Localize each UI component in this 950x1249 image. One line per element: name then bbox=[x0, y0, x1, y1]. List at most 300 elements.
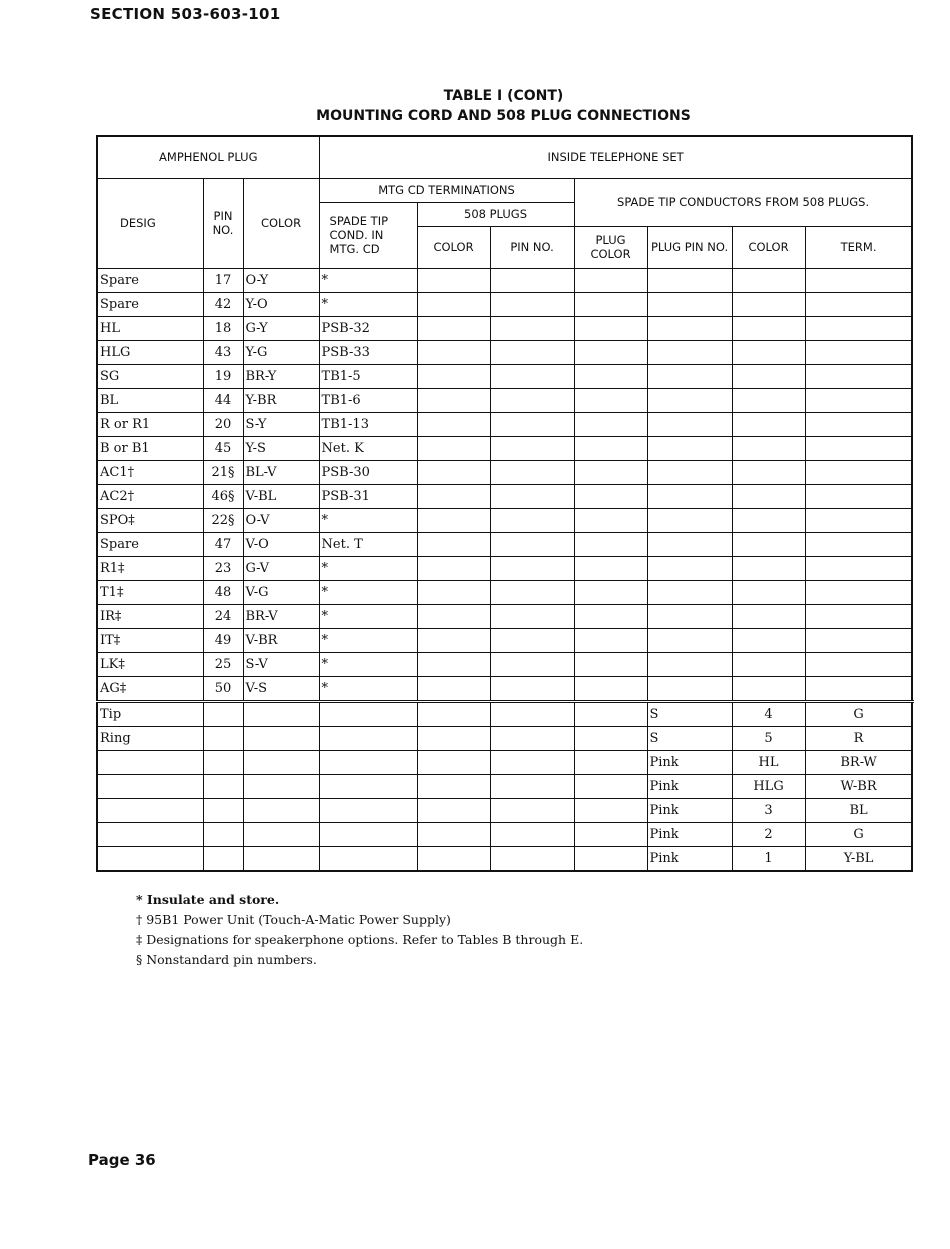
empty-cell bbox=[647, 460, 732, 484]
empty-cell bbox=[243, 822, 319, 846]
desig-cell bbox=[97, 798, 203, 822]
desig-cell: AC2† bbox=[97, 484, 203, 508]
empty-cell bbox=[805, 628, 912, 652]
table-title: TABLE I (CONT) bbox=[443, 88, 564, 104]
pin-cell: 46§ bbox=[203, 484, 243, 508]
empty-cell bbox=[490, 726, 574, 750]
empty-cell bbox=[647, 436, 732, 460]
empty-cell bbox=[574, 412, 647, 436]
empty-cell bbox=[417, 436, 490, 460]
empty-cell bbox=[732, 388, 805, 412]
empty-cell bbox=[490, 822, 574, 846]
empty-cell bbox=[732, 484, 805, 508]
empty-cell bbox=[417, 340, 490, 364]
color-cell: Y-O bbox=[243, 292, 319, 316]
empty-cell bbox=[647, 508, 732, 532]
desig-cell: Spare bbox=[97, 268, 203, 292]
plug-pin-cell: HL bbox=[732, 750, 805, 774]
table-row bbox=[97, 846, 912, 871]
empty-cell bbox=[805, 316, 912, 340]
empty-cell bbox=[805, 484, 912, 508]
empty-cell bbox=[574, 676, 647, 701]
footnote-nonstandard-pin: § Nonstandard pin numbers. bbox=[136, 952, 317, 967]
pin-cell: 47 bbox=[203, 532, 243, 556]
desig-cell: R1‡ bbox=[97, 556, 203, 580]
desig-cell bbox=[97, 750, 203, 774]
pin-cell: 43 bbox=[203, 340, 243, 364]
connections-table bbox=[96, 135, 913, 872]
spade-tip-cell: * bbox=[319, 628, 417, 652]
empty-cell bbox=[243, 846, 319, 871]
empty-cell bbox=[732, 508, 805, 532]
empty-cell bbox=[490, 460, 574, 484]
empty-cell bbox=[805, 436, 912, 460]
pin-cell: 17 bbox=[203, 268, 243, 292]
pin-cell: 23 bbox=[203, 556, 243, 580]
header-color: COLOR bbox=[243, 178, 319, 268]
empty-cell bbox=[417, 316, 490, 340]
empty-cell bbox=[203, 726, 243, 750]
empty-cell bbox=[805, 508, 912, 532]
empty-cell bbox=[647, 388, 732, 412]
desig-cell: AC1† bbox=[97, 460, 203, 484]
plug-color-cell: Pink bbox=[647, 822, 732, 846]
table-row bbox=[97, 316, 912, 340]
desig-cell: BL bbox=[97, 388, 203, 412]
desig-cell: AG‡ bbox=[97, 676, 203, 701]
empty-cell bbox=[805, 556, 912, 580]
empty-cell bbox=[319, 750, 417, 774]
empty-cell bbox=[319, 774, 417, 798]
empty-cell bbox=[490, 412, 574, 436]
empty-cell bbox=[417, 846, 490, 871]
empty-cell bbox=[490, 484, 574, 508]
spade-tip-cell: * bbox=[319, 580, 417, 604]
empty-cell bbox=[243, 726, 319, 750]
empty-cell bbox=[417, 774, 490, 798]
conductor-color-cell: W-BR bbox=[805, 774, 912, 798]
empty-cell bbox=[805, 268, 912, 292]
plug-color-cell: Pink bbox=[647, 774, 732, 798]
empty-cell bbox=[490, 436, 574, 460]
empty-cell bbox=[732, 460, 805, 484]
empty-cell bbox=[203, 750, 243, 774]
plug-pin-cell: HLG bbox=[732, 774, 805, 798]
empty-cell bbox=[490, 774, 574, 798]
empty-cell bbox=[490, 604, 574, 628]
footnote-insulate: * Insulate and store. bbox=[136, 892, 280, 907]
empty-cell bbox=[417, 364, 490, 388]
plug-color-cell: S bbox=[647, 726, 732, 750]
empty-cell bbox=[490, 268, 574, 292]
header-amphenol-plug: AMPHENOL PLUG bbox=[97, 136, 319, 178]
header-inside-telephone-set: INSIDE TELEPHONE SET bbox=[319, 136, 912, 178]
color-cell: G-V bbox=[243, 556, 319, 580]
empty-cell bbox=[574, 726, 647, 750]
color-cell: BR-V bbox=[243, 604, 319, 628]
spade-tip-cell: * bbox=[319, 292, 417, 316]
color-cell: O-Y bbox=[243, 268, 319, 292]
header-508-color: COLOR bbox=[417, 226, 490, 268]
spade-tip-cell: * bbox=[319, 676, 417, 701]
empty-cell bbox=[574, 652, 647, 676]
empty-cell bbox=[805, 532, 912, 556]
empty-cell bbox=[203, 701, 243, 726]
empty-cell bbox=[417, 628, 490, 652]
header-spade-tip-conductors: SPADE TIP CONDUCTORS FROM 508 PLUGS. bbox=[574, 178, 912, 226]
footnote-speakerphone: ‡ Designations for speakerphone options. Refer to Tables B through E. bbox=[136, 932, 584, 947]
empty-cell bbox=[647, 580, 732, 604]
empty-cell bbox=[574, 268, 647, 292]
empty-cell bbox=[574, 460, 647, 484]
empty-cell bbox=[647, 484, 732, 508]
table-row bbox=[97, 628, 912, 652]
empty-cell bbox=[417, 822, 490, 846]
empty-cell bbox=[805, 412, 912, 436]
empty-cell bbox=[574, 436, 647, 460]
desig-cell: IR‡ bbox=[97, 604, 203, 628]
desig-cell: B or B1 bbox=[97, 436, 203, 460]
pin-cell: 50 bbox=[203, 676, 243, 701]
pin-cell: 42 bbox=[203, 292, 243, 316]
table-row bbox=[97, 580, 912, 604]
spade-tip-cell: TB1-13 bbox=[319, 412, 417, 436]
spade-tip-cell: * bbox=[319, 508, 417, 532]
empty-cell bbox=[574, 364, 647, 388]
empty-cell bbox=[490, 652, 574, 676]
desig-cell bbox=[97, 822, 203, 846]
empty-cell bbox=[732, 580, 805, 604]
empty-cell bbox=[732, 268, 805, 292]
empty-cell bbox=[805, 340, 912, 364]
plug-pin-cell: 2 bbox=[732, 822, 805, 846]
empty-cell bbox=[417, 726, 490, 750]
desig-cell: HL bbox=[97, 316, 203, 340]
empty-cell bbox=[417, 292, 490, 316]
table-row bbox=[97, 268, 912, 292]
empty-cell bbox=[243, 701, 319, 726]
color-cell: BL-V bbox=[243, 460, 319, 484]
spade-tip-cell: TB1-6 bbox=[319, 388, 417, 412]
spade-tip-cell: * bbox=[319, 268, 417, 292]
footnote-power-unit: † 95B1 Power Unit (Touch-A-Matic Power Supply) bbox=[136, 912, 451, 927]
empty-cell bbox=[647, 340, 732, 364]
empty-cell bbox=[490, 628, 574, 652]
header-desig: DESIG bbox=[97, 178, 203, 268]
desig-cell: LK‡ bbox=[97, 652, 203, 676]
table-row bbox=[97, 484, 912, 508]
header-spade-tip-cond: SPADE TIP COND. IN MTG. CD bbox=[319, 202, 417, 268]
empty-cell bbox=[490, 580, 574, 604]
empty-cell bbox=[732, 364, 805, 388]
table-row bbox=[97, 774, 912, 798]
empty-cell bbox=[574, 388, 647, 412]
desig-cell: Spare bbox=[97, 292, 203, 316]
empty-cell bbox=[417, 268, 490, 292]
table-row bbox=[97, 364, 912, 388]
spade-tip-cell: * bbox=[319, 652, 417, 676]
empty-cell bbox=[732, 412, 805, 436]
desig-cell: Tip bbox=[97, 701, 203, 726]
empty-cell bbox=[574, 508, 647, 532]
empty-cell bbox=[574, 604, 647, 628]
color-cell: S-V bbox=[243, 652, 319, 676]
pin-cell: 20 bbox=[203, 412, 243, 436]
spade-tip-cell: * bbox=[319, 604, 417, 628]
empty-cell bbox=[490, 532, 574, 556]
empty-cell bbox=[490, 846, 574, 871]
color-cell: V-O bbox=[243, 532, 319, 556]
empty-cell bbox=[805, 388, 912, 412]
empty-cell bbox=[417, 652, 490, 676]
desig-cell: IT‡ bbox=[97, 628, 203, 652]
pin-cell: 21§ bbox=[203, 460, 243, 484]
pin-cell: 19 bbox=[203, 364, 243, 388]
empty-cell bbox=[574, 484, 647, 508]
empty-cell bbox=[417, 750, 490, 774]
section-number: SECTION 503-603-101 bbox=[90, 5, 281, 23]
empty-cell bbox=[805, 364, 912, 388]
table-row bbox=[97, 798, 912, 822]
pin-cell: 44 bbox=[203, 388, 243, 412]
empty-cell bbox=[243, 774, 319, 798]
empty-cell bbox=[574, 340, 647, 364]
empty-cell bbox=[574, 556, 647, 580]
empty-cell bbox=[732, 340, 805, 364]
table-row bbox=[97, 532, 912, 556]
empty-cell bbox=[417, 484, 490, 508]
color-cell: V-S bbox=[243, 676, 319, 701]
empty-cell bbox=[805, 676, 912, 701]
empty-cell bbox=[417, 676, 490, 701]
empty-cell bbox=[574, 750, 647, 774]
empty-cell bbox=[574, 822, 647, 846]
empty-cell bbox=[490, 292, 574, 316]
desig-cell: Ring bbox=[97, 726, 203, 750]
empty-cell bbox=[732, 292, 805, 316]
empty-cell bbox=[417, 388, 490, 412]
empty-cell bbox=[417, 701, 490, 726]
empty-cell bbox=[574, 628, 647, 652]
desig-cell: SG bbox=[97, 364, 203, 388]
empty-cell bbox=[732, 604, 805, 628]
footnotes bbox=[136, 890, 583, 970]
empty-cell bbox=[574, 701, 647, 726]
table-subtitle: MOUNTING CORD AND 508 PLUG CONNECTIONS bbox=[316, 108, 691, 124]
empty-cell bbox=[203, 846, 243, 871]
color-cell: V-G bbox=[243, 580, 319, 604]
pin-cell: 18 bbox=[203, 316, 243, 340]
pin-cell: 24 bbox=[203, 604, 243, 628]
spade-tip-cell: Net. K bbox=[319, 436, 417, 460]
conductor-color-cell: BL bbox=[805, 798, 912, 822]
conductor-color-cell: BR-W bbox=[805, 750, 912, 774]
empty-cell bbox=[647, 604, 732, 628]
empty-cell bbox=[732, 556, 805, 580]
plug-pin-cell: 3 bbox=[732, 798, 805, 822]
table-row bbox=[97, 604, 912, 628]
color-cell: S-Y bbox=[243, 412, 319, 436]
color-cell: O-V bbox=[243, 508, 319, 532]
empty-cell bbox=[417, 412, 490, 436]
empty-cell bbox=[647, 364, 732, 388]
color-cell: V-BL bbox=[243, 484, 319, 508]
table-row bbox=[97, 412, 912, 436]
empty-cell bbox=[647, 628, 732, 652]
empty-cell bbox=[732, 532, 805, 556]
table-row bbox=[97, 652, 912, 676]
pin-cell: 49 bbox=[203, 628, 243, 652]
spade-tip-cell: PSB-33 bbox=[319, 340, 417, 364]
empty-cell bbox=[805, 652, 912, 676]
conductor-color-cell: R bbox=[805, 726, 912, 750]
empty-cell bbox=[319, 798, 417, 822]
empty-cell bbox=[647, 412, 732, 436]
pin-cell: 22§ bbox=[203, 508, 243, 532]
empty-cell bbox=[417, 580, 490, 604]
empty-cell bbox=[203, 822, 243, 846]
color-cell: G-Y bbox=[243, 316, 319, 340]
empty-cell bbox=[574, 798, 647, 822]
table-row bbox=[97, 292, 912, 316]
desig-cell: R or R1 bbox=[97, 412, 203, 436]
empty-cell bbox=[319, 822, 417, 846]
empty-cell bbox=[203, 798, 243, 822]
conductor-color-cell: G bbox=[805, 822, 912, 846]
color-cell: Y-S bbox=[243, 436, 319, 460]
desig-cell: SPO‡ bbox=[97, 508, 203, 532]
empty-cell bbox=[732, 628, 805, 652]
empty-cell bbox=[203, 774, 243, 798]
empty-cell bbox=[417, 460, 490, 484]
empty-cell bbox=[574, 774, 647, 798]
plug-color-cell: S bbox=[647, 701, 732, 726]
empty-cell bbox=[647, 316, 732, 340]
spade-tip-cell: PSB-32 bbox=[319, 316, 417, 340]
table-row bbox=[97, 726, 912, 750]
spade-tip-cell: * bbox=[319, 556, 417, 580]
pin-cell: 48 bbox=[203, 580, 243, 604]
empty-cell bbox=[574, 580, 647, 604]
table-row bbox=[97, 340, 912, 364]
header-plug-color: PLUG COLOR bbox=[574, 226, 647, 268]
empty-cell bbox=[732, 676, 805, 701]
spade-tip-cell: Net. T bbox=[319, 532, 417, 556]
header-508-plugs: 508 PLUGS bbox=[417, 202, 574, 226]
conductor-color-cell: G bbox=[805, 701, 912, 726]
empty-cell bbox=[319, 726, 417, 750]
plug-color-cell: Pink bbox=[647, 846, 732, 871]
empty-cell bbox=[490, 676, 574, 701]
desig-cell bbox=[97, 774, 203, 798]
header-plug-pin-no: PLUG PIN NO. bbox=[647, 226, 732, 268]
header-pin-no: PIN NO. bbox=[203, 178, 243, 268]
table-row bbox=[97, 460, 912, 484]
empty-cell bbox=[490, 556, 574, 580]
empty-cell bbox=[417, 798, 490, 822]
desig-cell: T1‡ bbox=[97, 580, 203, 604]
desig-cell bbox=[97, 846, 203, 871]
empty-cell bbox=[243, 798, 319, 822]
empty-cell bbox=[490, 388, 574, 412]
empty-cell bbox=[319, 846, 417, 871]
table-row bbox=[97, 701, 912, 726]
spade-tip-cell: TB1-5 bbox=[319, 364, 417, 388]
desig-cell: Spare bbox=[97, 532, 203, 556]
table-row bbox=[97, 388, 912, 412]
pin-cell: 25 bbox=[203, 652, 243, 676]
spade-tip-cell: PSB-31 bbox=[319, 484, 417, 508]
empty-cell bbox=[490, 750, 574, 774]
conductor-color-cell: Y-BL bbox=[805, 846, 912, 871]
color-cell: BR-Y bbox=[243, 364, 319, 388]
empty-cell bbox=[805, 460, 912, 484]
empty-cell bbox=[319, 701, 417, 726]
table-row bbox=[97, 436, 912, 460]
plug-color-cell: Pink bbox=[647, 750, 732, 774]
plug-pin-cell: 5 bbox=[732, 726, 805, 750]
empty-cell bbox=[490, 364, 574, 388]
empty-cell bbox=[805, 604, 912, 628]
empty-cell bbox=[647, 676, 732, 701]
empty-cell bbox=[490, 316, 574, 340]
table-row bbox=[97, 508, 912, 532]
empty-cell bbox=[732, 436, 805, 460]
table-row bbox=[97, 556, 912, 580]
desig-cell: HLG bbox=[97, 340, 203, 364]
empty-cell bbox=[732, 652, 805, 676]
pin-cell: 45 bbox=[203, 436, 243, 460]
plug-color-cell: Pink bbox=[647, 798, 732, 822]
empty-cell bbox=[574, 846, 647, 871]
color-cell: V-BR bbox=[243, 628, 319, 652]
table-row bbox=[97, 750, 912, 774]
empty-cell bbox=[417, 556, 490, 580]
empty-cell bbox=[243, 750, 319, 774]
empty-cell bbox=[732, 316, 805, 340]
empty-cell bbox=[417, 604, 490, 628]
empty-cell bbox=[417, 508, 490, 532]
empty-cell bbox=[490, 701, 574, 726]
empty-cell bbox=[647, 292, 732, 316]
empty-cell bbox=[647, 532, 732, 556]
empty-cell bbox=[574, 532, 647, 556]
empty-cell bbox=[490, 798, 574, 822]
table-row bbox=[97, 822, 912, 846]
spade-tip-cell: PSB-30 bbox=[319, 460, 417, 484]
color-cell: Y-BR bbox=[243, 388, 319, 412]
color-cell: Y-G bbox=[243, 340, 319, 364]
empty-cell bbox=[417, 532, 490, 556]
empty-cell bbox=[647, 556, 732, 580]
header-mtg-cd-terminations: MTG CD TERMINATIONS bbox=[319, 178, 574, 202]
empty-cell bbox=[574, 316, 647, 340]
empty-cell bbox=[805, 580, 912, 604]
plug-pin-cell: 4 bbox=[732, 701, 805, 726]
empty-cell bbox=[647, 652, 732, 676]
header-508-pin-no: PIN NO. bbox=[490, 226, 574, 268]
page-number: Page 36 bbox=[88, 1151, 156, 1169]
empty-cell bbox=[805, 292, 912, 316]
empty-cell bbox=[647, 268, 732, 292]
plug-pin-cell: 1 bbox=[732, 846, 805, 871]
empty-cell bbox=[490, 508, 574, 532]
empty-cell bbox=[574, 292, 647, 316]
table-row bbox=[97, 676, 912, 701]
header-term: TERM. bbox=[805, 226, 912, 268]
empty-cell bbox=[490, 340, 574, 364]
header-conductor-color: COLOR bbox=[732, 226, 805, 268]
